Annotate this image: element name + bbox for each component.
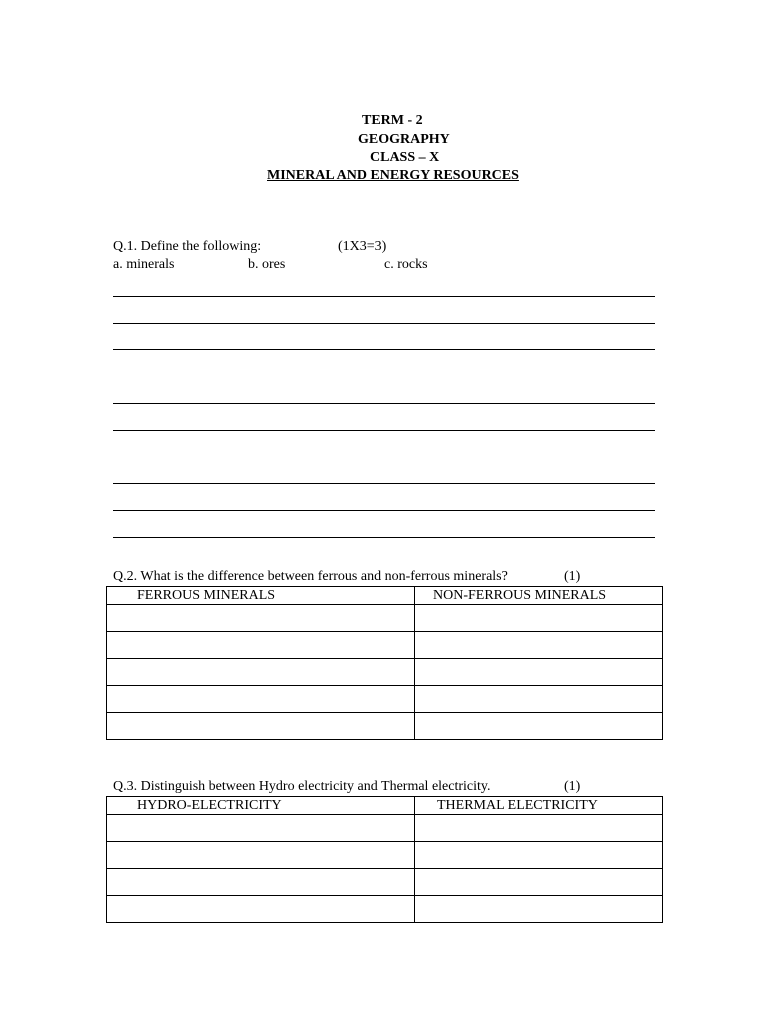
chapter-title: MINERAL AND ENERGY RESOURCES (267, 168, 519, 183)
q1-marks: (1X3=3) (338, 239, 387, 254)
q1-option-a: a. minerals (113, 257, 175, 272)
answer-cell[interactable] (107, 659, 415, 686)
answer-cell[interactable] (415, 659, 663, 686)
answer-cell[interactable] (107, 815, 415, 842)
answer-cell[interactable] (415, 686, 663, 713)
answer-line[interactable] (113, 323, 655, 324)
q3-column-header-thermal: THERMAL ELECTRICITY (415, 797, 663, 815)
answer-cell[interactable] (107, 632, 415, 659)
answer-cell[interactable] (415, 632, 663, 659)
answer-cell[interactable] (107, 713, 415, 740)
q1-option-c: c. rocks (384, 257, 428, 272)
answer-cell[interactable] (415, 896, 663, 923)
q2-column-header-ferrous: FERROUS MINERALS (107, 587, 415, 605)
q1-option-b: b. ores (248, 257, 286, 272)
answer-cell[interactable] (107, 686, 415, 713)
class-title: CLASS – X (370, 150, 440, 165)
answer-cell[interactable] (415, 869, 663, 896)
answer-cell[interactable] (415, 605, 663, 632)
answer-line[interactable] (113, 510, 655, 511)
answer-cell[interactable] (415, 815, 663, 842)
answer-line[interactable] (113, 430, 655, 431)
q2-question: Q.2. What is the difference between ferrous and non-ferrous minerals? (113, 569, 508, 584)
q2-answer-table (106, 586, 663, 740)
answer-cell[interactable] (107, 605, 415, 632)
q1-question: Q.1. Define the following: (113, 239, 262, 254)
q3-answer-table (106, 796, 663, 923)
answer-cell[interactable] (107, 896, 415, 923)
answer-line[interactable] (113, 537, 655, 538)
q2-marks: (1) (564, 569, 581, 584)
q3-column-header-hydro: HYDRO-ELECTRICITY (107, 797, 415, 815)
answer-line[interactable] (113, 296, 655, 297)
term-title: TERM - 2 (362, 113, 423, 128)
answer-cell[interactable] (107, 869, 415, 896)
answer-line[interactable] (113, 403, 655, 404)
answer-cell[interactable] (415, 842, 663, 869)
answer-cell[interactable] (415, 713, 663, 740)
answer-cell[interactable] (107, 842, 415, 869)
q2-column-header-non-ferrous: NON-FERROUS MINERALS (415, 587, 663, 605)
answer-line[interactable] (113, 483, 655, 484)
q3-marks: (1) (564, 779, 581, 794)
q3-question: Q.3. Distinguish between Hydro electricity and Thermal electricity. (113, 779, 491, 794)
subject-title: GEOGRAPHY (358, 132, 450, 147)
answer-line[interactable] (113, 349, 655, 350)
